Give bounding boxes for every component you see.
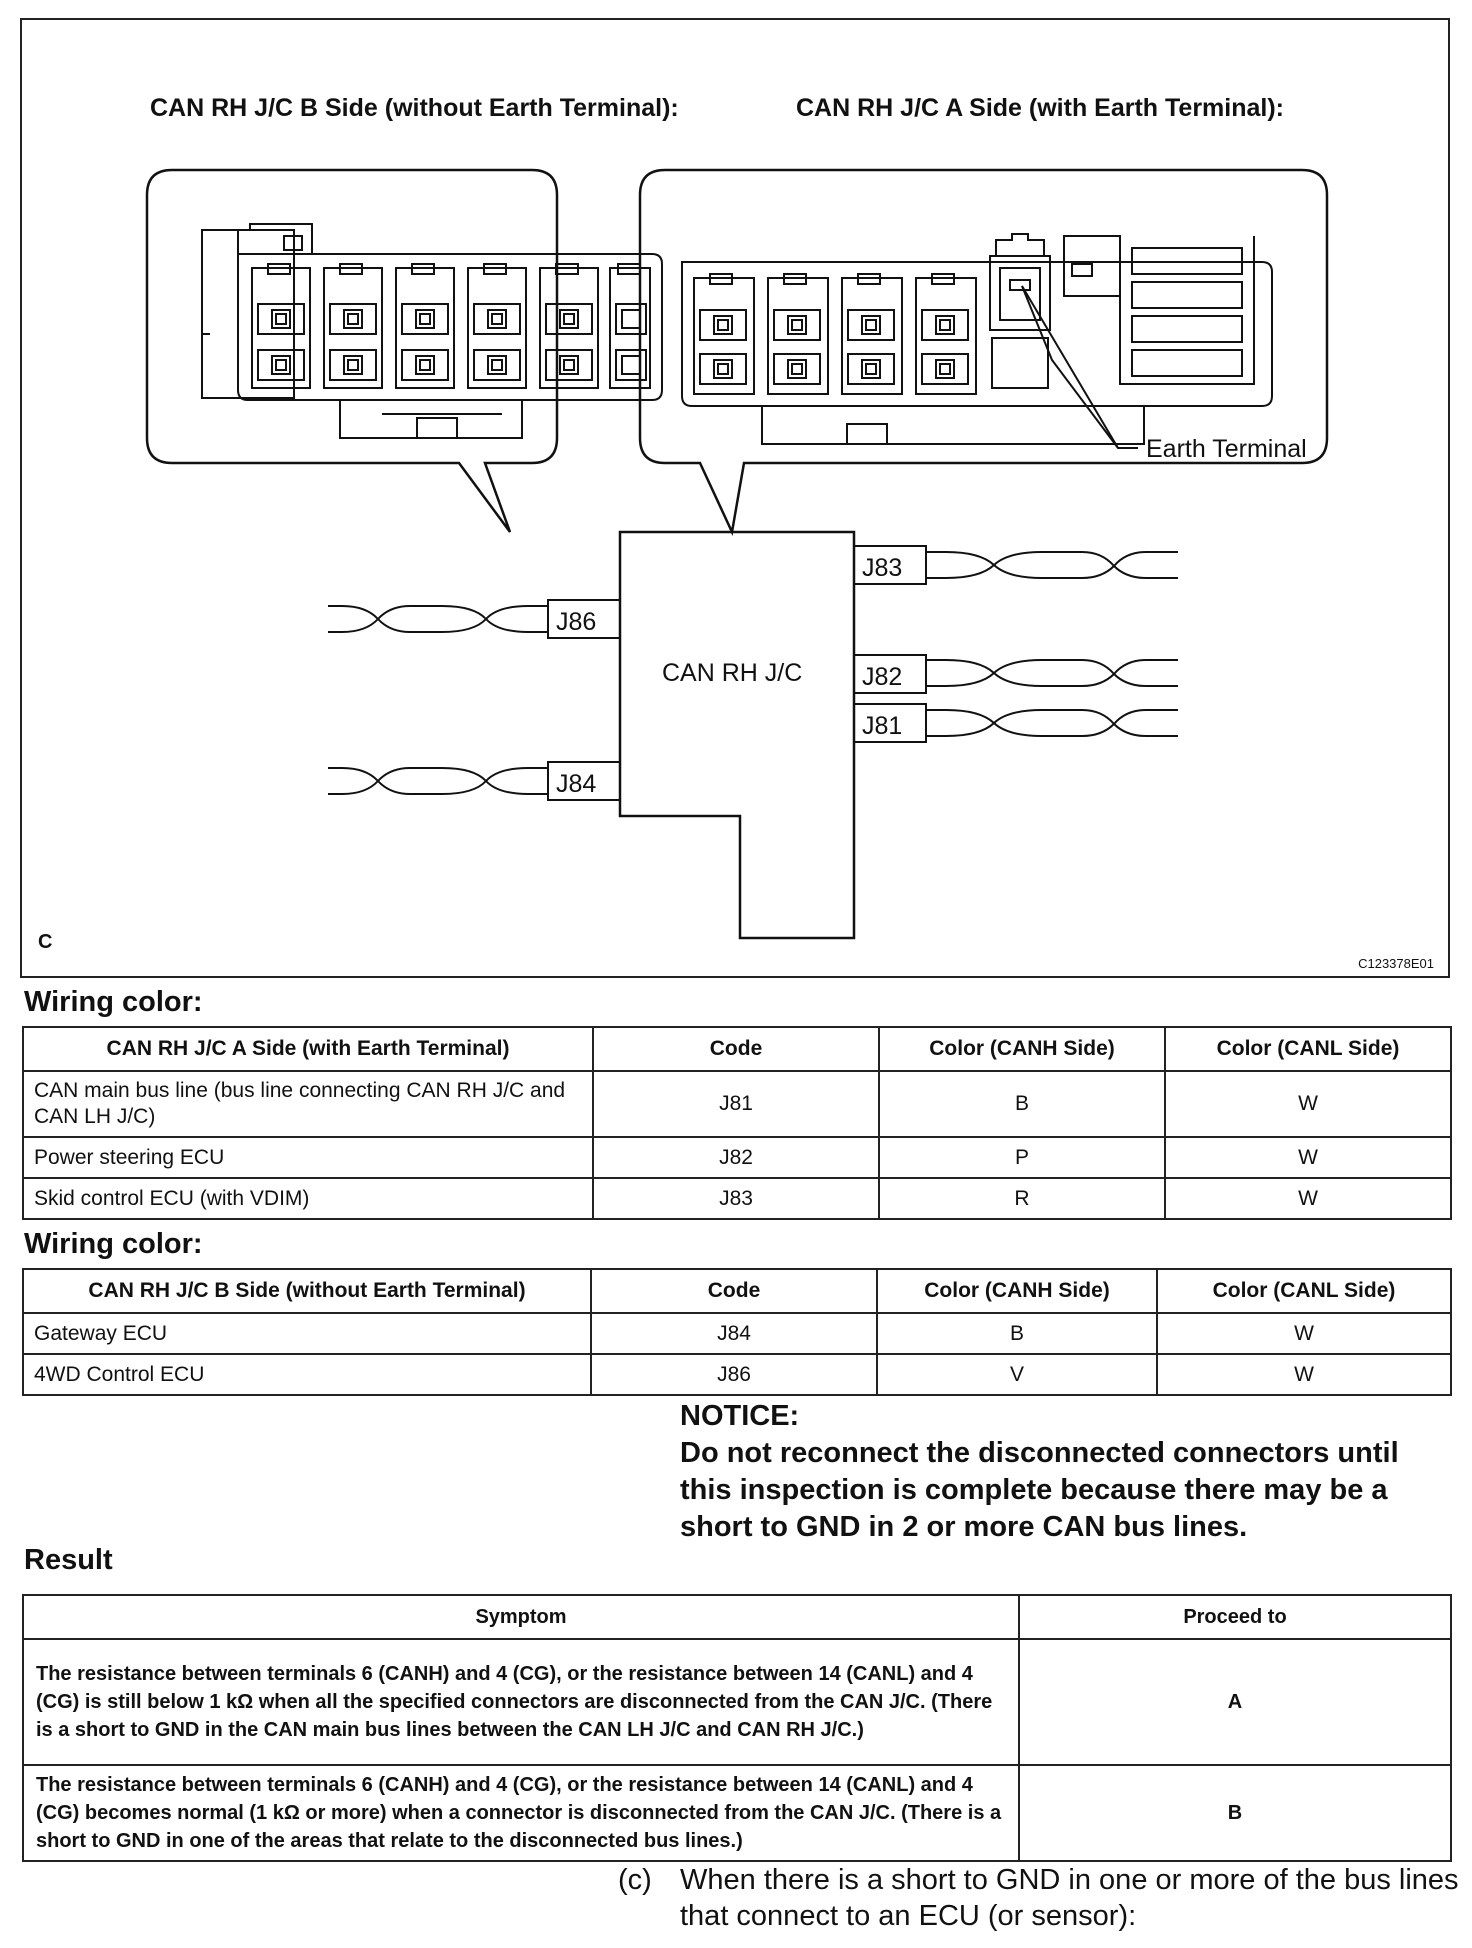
- table-row: [23, 1137, 1451, 1178]
- row-canh: P: [879, 1137, 1165, 1178]
- table-row: [23, 1765, 1451, 1861]
- proceed-cell: A: [1019, 1639, 1451, 1765]
- row-name: CAN main bus line (bus line connecting CAN RH J/C and CAN LH J/C): [23, 1071, 593, 1137]
- row-canl: W: [1165, 1137, 1451, 1178]
- table-header-row: [23, 1595, 1451, 1639]
- row-canh: V: [877, 1354, 1157, 1395]
- svg-text:J84: J84: [556, 770, 597, 798]
- row-code: J83: [593, 1178, 879, 1219]
- column-header: Code: [591, 1269, 877, 1313]
- svg-text:J81: J81: [862, 712, 903, 740]
- wiring-color-heading-a: Wiring color:: [24, 986, 203, 1018]
- table-row: [23, 1639, 1451, 1765]
- column-header: Code: [593, 1027, 879, 1071]
- symptom-cell: The resistance between terminals 6 (CANH) and 4 (CG), or the resistance between 14 (CANL) and 4 (CG) is still below 1 kΩ when all the specified connectors are disconnected from the CAN J/C. (There is a short to GND in the CAN main bus lines between the CAN LH J/C and CAN RH J/C.): [23, 1639, 1019, 1765]
- row-code: J81: [593, 1071, 879, 1137]
- column-header: Color (CANH Side): [879, 1027, 1165, 1071]
- column-header: Symptom: [23, 1595, 1019, 1639]
- row-canl: W: [1165, 1178, 1451, 1219]
- b-side-terminals: [252, 264, 650, 388]
- svg-text:J82: J82: [862, 663, 903, 691]
- row-name: Skid control ECU (with VDIM): [23, 1178, 593, 1219]
- row-canh: B: [877, 1313, 1157, 1354]
- row-name: Gateway ECU: [23, 1313, 591, 1354]
- jc-label: CAN RH J/C: [662, 659, 803, 687]
- wiring-table-a: [22, 1026, 1452, 1220]
- notice-title: NOTICE:: [680, 1400, 800, 1432]
- column-header: Color (CANL Side): [1165, 1027, 1451, 1071]
- b-side-connector: [202, 224, 662, 438]
- symptom-cell: The resistance between terminals 6 (CANH) and 4 (CG), or the resistance between 14 (CANL) and 4 (CG) becomes normal (1 kΩ or more) when a connector is disconnected from the CAN J/C. (There is a short to GND in one of the areas that relate to the disconnected bus lines.): [23, 1765, 1019, 1861]
- result-table: [22, 1594, 1452, 1862]
- row-canl: W: [1165, 1071, 1451, 1137]
- earth-terminal-label: Earth Terminal: [1146, 435, 1307, 463]
- notice: [680, 1398, 1450, 1546]
- connector-tag-j83: [854, 546, 1178, 584]
- connector-tag-j82: [854, 655, 1178, 693]
- a-side-title: CAN RH J/C A Side (with Earth Terminal):: [796, 94, 1285, 122]
- step-text: When there is a short to GND in one or more of the bus lines that connect to an ECU (or sensor):: [680, 1864, 1459, 1932]
- result-heading: Result: [24, 1544, 113, 1576]
- connector-tag-j84: [328, 762, 620, 800]
- table-row: [23, 1071, 1451, 1137]
- column-header: Color (CANH Side): [877, 1269, 1157, 1313]
- column-header: CAN RH J/C A Side (with Earth Terminal): [23, 1027, 593, 1071]
- notice-text: Do not reconnect the disconnected connectors until this inspection is complete because there may be a short to GND in 2 or more CAN bus lines.: [680, 1437, 1399, 1543]
- column-header: Proceed to: [1019, 1595, 1451, 1639]
- corner-letter: C: [38, 931, 53, 953]
- row-canh: B: [879, 1071, 1165, 1137]
- b-side-title: CAN RH J/C B Side (without Earth Terminal):: [150, 94, 679, 122]
- table-row: [23, 1354, 1451, 1395]
- a-side-terminals: [694, 274, 976, 394]
- svg-text:J83: J83: [862, 554, 903, 582]
- row-canl: W: [1157, 1354, 1451, 1395]
- figure-code: C123378E01: [1358, 956, 1434, 971]
- step-label: (c): [618, 1864, 652, 1896]
- jc-body: [620, 532, 854, 938]
- table-row: [23, 1178, 1451, 1219]
- connector-tag-j81: [854, 704, 1178, 742]
- wiring-table-b: [22, 1268, 1452, 1396]
- svg-text:J86: J86: [556, 608, 597, 636]
- row-canh: R: [879, 1178, 1165, 1219]
- connector-tag-j86: [328, 600, 620, 638]
- row-code: J84: [591, 1313, 877, 1354]
- earth-terminal-cavity: [990, 234, 1050, 388]
- table-row: [23, 1313, 1451, 1354]
- column-header: Color (CANL Side): [1157, 1269, 1451, 1313]
- table-header-row: [23, 1269, 1451, 1313]
- wiring-color-heading-b: Wiring color:: [24, 1228, 203, 1260]
- connector-diagram: [22, 20, 1448, 976]
- diagram-frame: [20, 18, 1450, 978]
- row-name: Power steering ECU: [23, 1137, 593, 1178]
- row-code: J82: [593, 1137, 879, 1178]
- row-canl: W: [1157, 1313, 1451, 1354]
- proceed-cell: B: [1019, 1765, 1451, 1861]
- column-header: CAN RH J/C B Side (without Earth Terminal): [23, 1269, 591, 1313]
- table-header-row: [23, 1027, 1451, 1071]
- a-side-connector: [682, 234, 1272, 448]
- row-code: J86: [591, 1354, 877, 1395]
- row-name: 4WD Control ECU: [23, 1354, 591, 1395]
- a-side-right-cavities: [1064, 236, 1254, 384]
